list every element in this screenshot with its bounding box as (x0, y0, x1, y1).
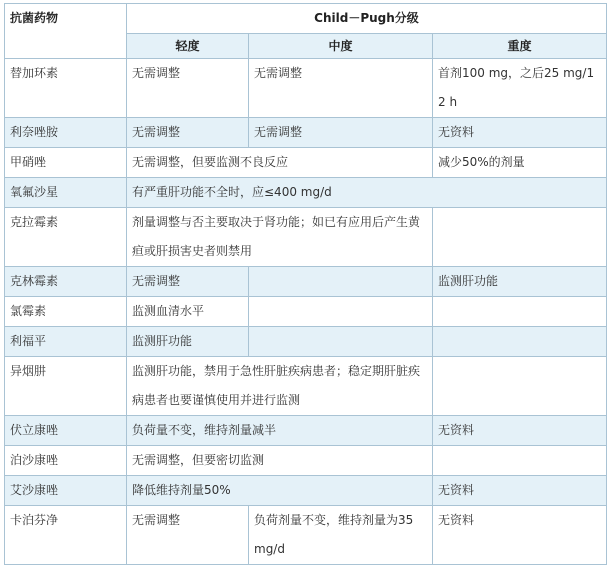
cell-severe: 首剂100 mg，之后25 mg/12 h (433, 59, 607, 118)
header-mild: 轻度 (127, 34, 249, 59)
cell-drug: 克林霉素 (5, 267, 127, 297)
table-row (5, 59, 607, 118)
table-row (5, 476, 607, 506)
cell-severe: 监测肝功能 (433, 267, 607, 297)
cell-drug: 泊沙康唑 (5, 446, 127, 476)
cell-drug: 利奈唑胺 (5, 118, 127, 148)
table-row (5, 208, 607, 267)
cell-mild-moderate: 监测肝功能，禁用于急性肝脏疾病患者；稳定期肝脏疾病患者也要谨慎使用并进行监测 (127, 357, 433, 416)
cell-mild: 无需调整 (127, 267, 249, 297)
table-row (5, 357, 607, 416)
table-row (5, 178, 607, 208)
cell-severe: 减少50%的剂量 (433, 148, 607, 178)
header-drug: 抗菌药物 (5, 4, 127, 59)
cell-moderate (249, 267, 433, 297)
cell-drug: 氧氟沙星 (5, 178, 127, 208)
cell-severe: 无资料 (433, 476, 607, 506)
header-child-pugh: Child－Pugh分级 (127, 4, 607, 34)
cell-mild: 监测血清水平 (127, 297, 249, 327)
table-row (5, 148, 607, 178)
cell-moderate: 负荷剂量不变，维持剂量为35 mg/d (249, 506, 433, 565)
cell-mild: 无需调整 (127, 506, 249, 565)
cell-drug: 卡泊芬净 (5, 506, 127, 565)
cell-severe: 无资料 (433, 118, 607, 148)
cell-drug: 克拉霉素 (5, 208, 127, 267)
cell-drug: 甲硝唑 (5, 148, 127, 178)
cell-severe (433, 446, 607, 476)
cell-drug: 利福平 (5, 327, 127, 357)
table-row (5, 506, 607, 565)
cell-mild-moderate: 降低维持剂量50% (127, 476, 433, 506)
cell-mild: 无需调整 (127, 118, 249, 148)
table-row (5, 297, 607, 327)
table-row (5, 118, 607, 148)
table-row (5, 416, 607, 446)
header-severe: 重度 (433, 34, 607, 59)
cell-moderate (249, 327, 433, 357)
cell-severe: 无资料 (433, 506, 607, 565)
cell-all-grades: 有严重肝功能不全时，应≤400 mg/d (127, 178, 607, 208)
cell-severe (433, 327, 607, 357)
cell-moderate (249, 297, 433, 327)
cell-mild-moderate: 无需调整，但要监测不良反应 (127, 148, 433, 178)
cell-drug: 伏立康唑 (5, 416, 127, 446)
cell-severe (433, 357, 607, 416)
cell-moderate: 无需调整 (249, 59, 433, 118)
cell-mild-moderate: 剂量调整与否主要取决于肾功能；如已有应用后产生黄疸或肝损害史者则禁用 (127, 208, 433, 267)
table-row (5, 327, 607, 357)
cell-drug: 异烟肼 (5, 357, 127, 416)
cell-severe (433, 297, 607, 327)
cell-mild-moderate: 无需调整，但要密切监测 (127, 446, 433, 476)
cell-drug: 艾沙康唑 (5, 476, 127, 506)
cell-mild: 无需调整 (127, 59, 249, 118)
cell-severe: 无资料 (433, 416, 607, 446)
cell-drug: 替加环素 (5, 59, 127, 118)
cell-drug: 氯霉素 (5, 297, 127, 327)
header-moderate: 中度 (249, 34, 433, 59)
dosage-adjustment-table (4, 3, 607, 565)
table-row (5, 446, 607, 476)
cell-moderate: 无需调整 (249, 118, 433, 148)
cell-mild: 监测肝功能 (127, 327, 249, 357)
cell-severe (433, 208, 607, 267)
table-row (5, 267, 607, 297)
cell-mild-moderate: 负荷量不变，维持剂量减半 (127, 416, 433, 446)
